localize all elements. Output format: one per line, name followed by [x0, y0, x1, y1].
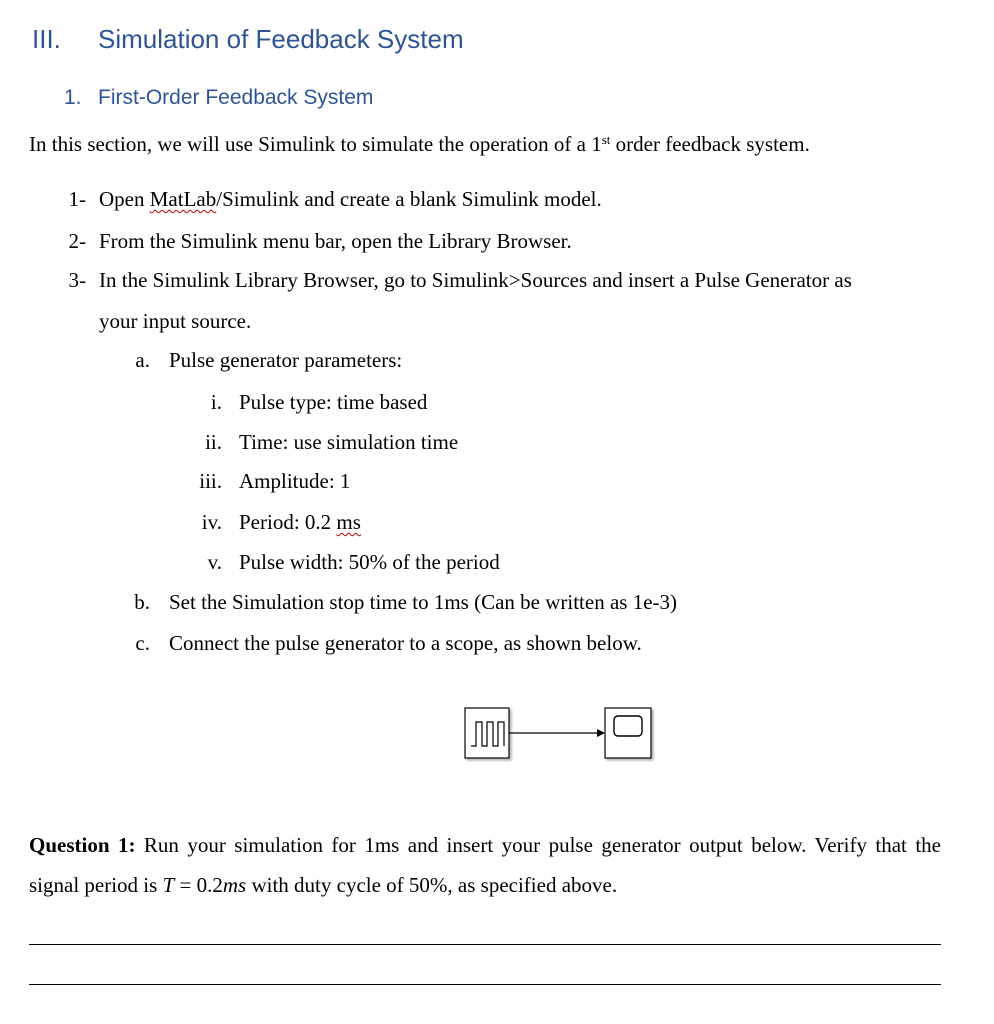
param-i-text: Pulse type: time based [239, 390, 428, 414]
math-period-symbol: T [162, 873, 175, 897]
question-1: Question 1: Run your simulation for 1ms and insert your pulse generator output below. Verify that the signal period is T = 0.2ms with duty cycle of 50%, as specified above. [29, 833, 941, 897]
substep-a-label: a. [135, 348, 150, 372]
substep-b-text: Set the Simulation stop time to 1ms (Can be written as 1e-3) [169, 590, 678, 614]
simulink-diagram [463, 706, 655, 762]
substep-b-label: b. [134, 590, 150, 614]
param-v-label: v. [207, 550, 222, 574]
param-ii-text: Time: use simulation time [239, 430, 459, 454]
step-1-text: Open MatLab/Simulink and create a blank Simulink model. [99, 187, 602, 211]
substep-c-label: c. [135, 631, 150, 655]
subsection-number: 1. [64, 86, 82, 109]
ordinal-suffix: st [601, 132, 611, 147]
param-v-text: Pulse width: 50% of the period [239, 550, 500, 574]
substep-c-text: Connect the pulse generator to a scope, as shown below. [169, 631, 642, 655]
step-2-label: 2- [68, 229, 86, 253]
arrow-head-icon [597, 729, 605, 737]
answer-line[interactable] [29, 984, 941, 985]
param-iii-text: Amplitude: 1 [239, 469, 351, 493]
section-number: III. [32, 24, 61, 54]
answer-line[interactable] [29, 944, 941, 945]
param-iv-text: Period: 0.2 ms [239, 510, 361, 534]
param-i-label: i. [210, 390, 222, 414]
scope-block [605, 708, 651, 758]
intro-paragraph: In this section, we will use Simulink to simulate the operation of a 1st order feedback system. [29, 132, 810, 156]
param-iv-label: iv. [201, 510, 222, 534]
section-heading [32, 24, 464, 55]
section-title: Simulation of Feedback System [98, 24, 464, 54]
subsection-title: First-Order Feedback System [98, 86, 374, 109]
param-iii-label: iii. [199, 469, 222, 493]
spellcheck-word: ms [336, 510, 361, 534]
step-3-text-line1: In the Simulink Library Browser, go to Simulink>Sources and insert a Pulse Generator as [99, 268, 852, 292]
step-3-label: 3- [68, 268, 86, 292]
step-2-text: From the Simulink menu bar, open the Library Browser. [99, 229, 572, 253]
substep-a-text: Pulse generator parameters: [169, 348, 403, 372]
math-unit: ms [222, 873, 247, 897]
pulse-generator-block [465, 708, 509, 758]
question-label: Question 1: [29, 833, 136, 857]
subsection-heading [64, 86, 373, 110]
step-3-text-line2: your input source. [99, 309, 252, 333]
step-1-label: 1- [68, 187, 86, 211]
param-ii-label: ii. [205, 430, 222, 454]
spellcheck-word: MatLab [149, 187, 217, 211]
